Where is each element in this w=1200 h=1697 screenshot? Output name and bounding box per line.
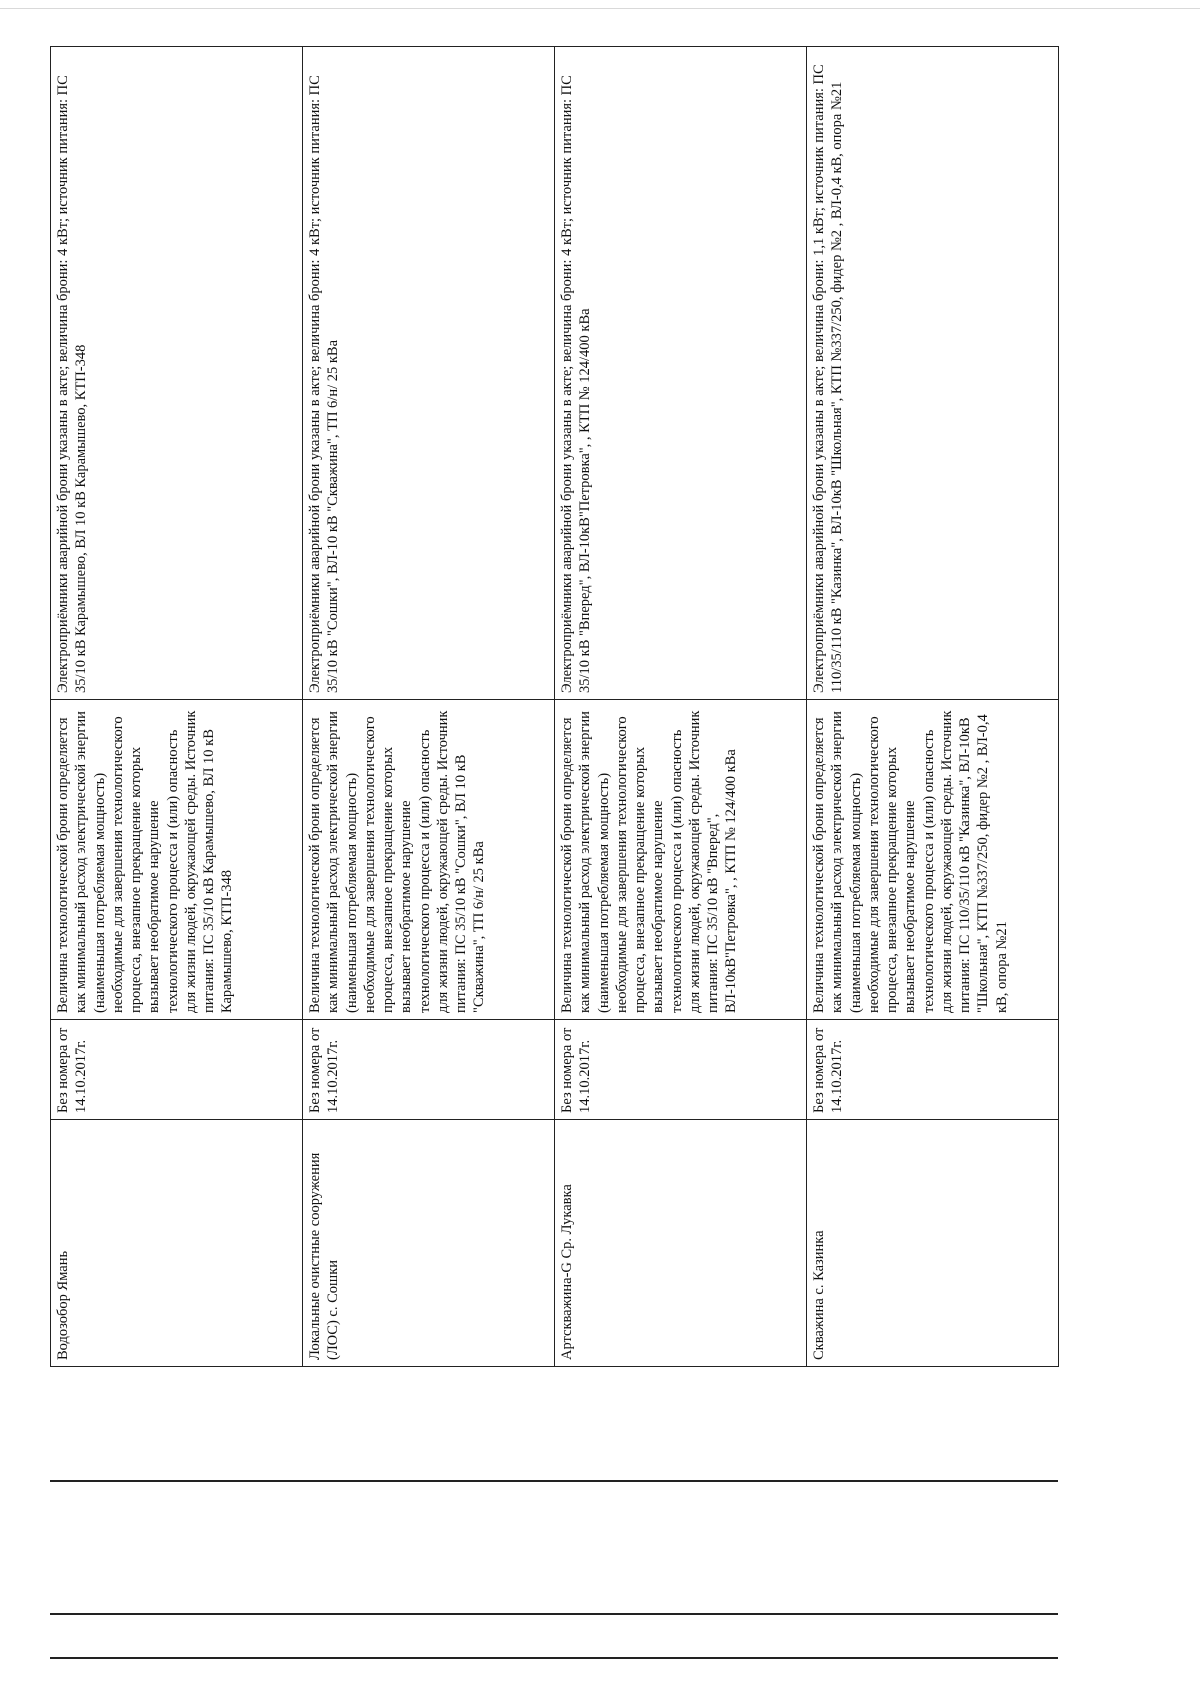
act-cell: Без номера от 14.10.2017г. (807, 1020, 1059, 1120)
emergency-reserve-cell: Электроприёмники аварийной брони указаны в акте; величина брони: 4 кВт; источник питания: ПС 35/10 кВ "Вперед", ВЛ-10кВ"Петровка", , КТП № 124/400 кВа (555, 47, 807, 700)
signature-line (50, 1480, 1058, 1482)
act-cell: Без номера от 14.10.2017г. (555, 1020, 807, 1120)
rotated-table-wrapper (50, 47, 1058, 1367)
technological-reserve-cell: Величина технологической брони определяется как минимальный расход электрической энергии (наименьшая потребляемая мощность) необходимые для завершения технологического процесса, внезапное прекращение которых вызывает необратимое нарушение технологического процесса и (или) опасность для жизни людей, окружающей среды. Источник питания: ПС 35/10 кВ Карамышево, ВЛ 10 кВ Карамышево, КТП-348 (51, 700, 303, 1020)
signature-line (50, 1613, 1058, 1615)
table-row (303, 47, 555, 1367)
scan-edge (0, 8, 1200, 9)
emergency-reserve-cell: Электроприёмники аварийной брони указаны в акте; величина брони: 4 кВт; источник питания: ПС 35/10 кВ Карамышево, ВЛ 10 кВ Карамышево, КТП-348 (51, 47, 303, 700)
object-name-cell: Водозобор Ямань (51, 1120, 303, 1367)
technological-reserve-cell: Величина технологической брони определяется как минимальный расход электрической энергии (наименьшая потребляемая мощность) необходимые для завершения технологического процесса, внезапное прекращение которых вызывает необратимое нарушение технологического процесса и (или) опасность для жизни людей, окружающей среды. Источник питания: ПС 110/35/110 кВ "Казинка", ВЛ-10кВ "Школьная", КТП №337/250, фидер №2 , ВЛ-0,4 кВ, опора №21 (807, 700, 1059, 1020)
object-name-cell: Артскважина-G Ср. Лукавка (555, 1120, 807, 1367)
object-name-cell: Скважина с. Казинка (807, 1120, 1059, 1367)
table-row (807, 47, 1059, 1367)
technological-reserve-cell: Величина технологической брони определяется как минимальный расход электрической энергии (наименьшая потребляемая мощность) необходимые для завершения технологического процесса, внезапное прекращение которых вызывает необратимое нарушение технологического процесса и (или) опасность для жизни людей, окружающей среды. Источник питания: ПС 35/10 кВ "Сошки", ВЛ 10 кВ "Скважина", ТП 6/н/ 25 кВа (303, 700, 555, 1020)
signature-line (50, 1657, 1058, 1659)
technological-reserve-cell: Величина технологической брони определяется как минимальный расход электрической энергии (наименьшая потребляемая мощность) необходимые для завершения технологического процесса, внезапное прекращение которых вызывает необратимое нарушение технологического процесса и (или) опасность для жизни людей, окружающей среды. Источник питания: ПС 35/10 кВ "Вперед", ВЛ-10кВ"Петровка", , КТП № 124/400 кВа (555, 700, 807, 1020)
reserve-table (50, 46, 1059, 1367)
act-cell: Без номера от 14.10.2017г. (303, 1020, 555, 1120)
emergency-reserve-cell: Электроприёмники аварийной брони указаны в акте; величина брони: 4 кВт; источник питания: ПС 35/10 кВ "Сошки", ВЛ-10 кВ "Скважина", ТП 6/н/ 25 кВа (303, 47, 555, 700)
emergency-reserve-cell: Электроприёмники аварийной брони указаны в акте; величина брони: 1,1 кВт; источник питания: ПС 110/35/110 кВ "Казинка", ВЛ-10кВ "Школьная", КТП №337/250, фидер №2 , ВЛ-0,4 кВ, опора №21 (807, 47, 1059, 700)
object-name-cell: Локальные очистные сооружения (ЛОС) с. Сошки (303, 1120, 555, 1367)
table-row (555, 47, 807, 1367)
table-row (51, 47, 303, 1367)
act-cell: Без номера от 14.10.2017г. (51, 1020, 303, 1120)
